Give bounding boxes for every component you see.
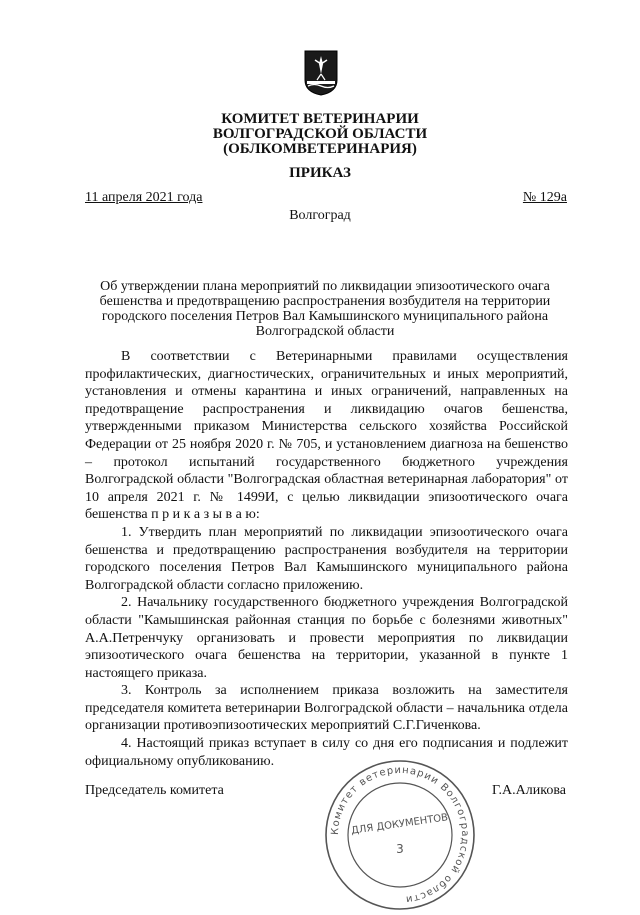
official-stamp — [320, 755, 480, 915]
document-type-heading: ПРИКАЗ — [289, 165, 351, 181]
preamble-paragraph: В соответствии с Ветеринарными правилами осуществления профилактических, диагностических, ограничительных и иных мероприятий, установления и отмены карантина и иных ограничений, направленных на предотвращение распространения и ликвидацию очагов бешенства, утвержденными приказом Министерства сельского хозяйства Российской Федерации от 25 ноября 2020 г. № 705, и установлением диагноза на бешенство – протокол испытаний государственного бюджетного учреждения Волгоградской области "Волгоградская областная ветеринарная лаборатория" от 10 апреля 2021 г. № 1499И, с целью ликвидации эпизоотического очага бешенства п р и к а з ы в а ю: — [85, 349, 568, 523]
stamp-center-text: ДЛЯ ДОКУМЕНТОВ — [350, 812, 449, 837]
order-item-4: 4. Настоящий приказ вступает в силу со дня его подписания и подлежит официальному опубликованию. — [85, 736, 568, 769]
order-item-2: 2. Начальнику государственного бюджетного учреждения Волгоградской области "Камышинская районная станция по борьбе с болезнями животных" А.А.Петренчуку организовать и провести мероприятия по ликвидации эпизоотического очага бешенства на территории, указанной в пункте 1 настоящего приказа. — [85, 595, 568, 681]
stamp-ring-text: Комитет ветеринарии Волгоградской области — [329, 764, 471, 905]
order-item-1: 1. Утвердить план мероприятий по ликвидации эпизоотического очага бешенства и предотвращению распространения возбудителя на территории городского поселения Петров Вал Камышинского муниципального района Волгоградской области согласно приложению. — [85, 524, 568, 593]
coat-of-arms-icon — [304, 50, 338, 96]
document-title: Об утверждении плана мероприятий по ликвидации эпизоотического очага бешенства и предотвращению распространения возбудителя на территории городского поселения Петров Вал Камышинского муниципального района Волгоградской области — [99, 279, 551, 339]
document-date: 11 апреля 2021 года — [85, 190, 203, 205]
document-city: Волгоград — [289, 208, 351, 223]
signatory-position: Председатель комитета — [85, 783, 224, 798]
org-name-line1: КОМИТЕТ ВЕТЕРИНАРИИ — [221, 111, 419, 127]
document-body — [85, 348, 568, 770]
org-name-line3: (ОБЛКОМВЕТЕРИНАРИЯ) — [223, 141, 417, 157]
signatory-name: Г.А.Аликова — [492, 783, 566, 798]
document-number: № 129а — [522, 190, 567, 205]
stamp-number: 3 — [396, 842, 404, 856]
order-item-3: 3. Контроль за исполнением приказа возложить на заместителя председателя комитета ветеринарии Волгоградской области – начальника отдела организации противоэпизоотических мероприятий С.Г.Гиченкова. — [85, 683, 568, 734]
org-name-line2: ВОЛГОГРАДСКОЙ ОБЛАСТИ — [212, 126, 428, 142]
